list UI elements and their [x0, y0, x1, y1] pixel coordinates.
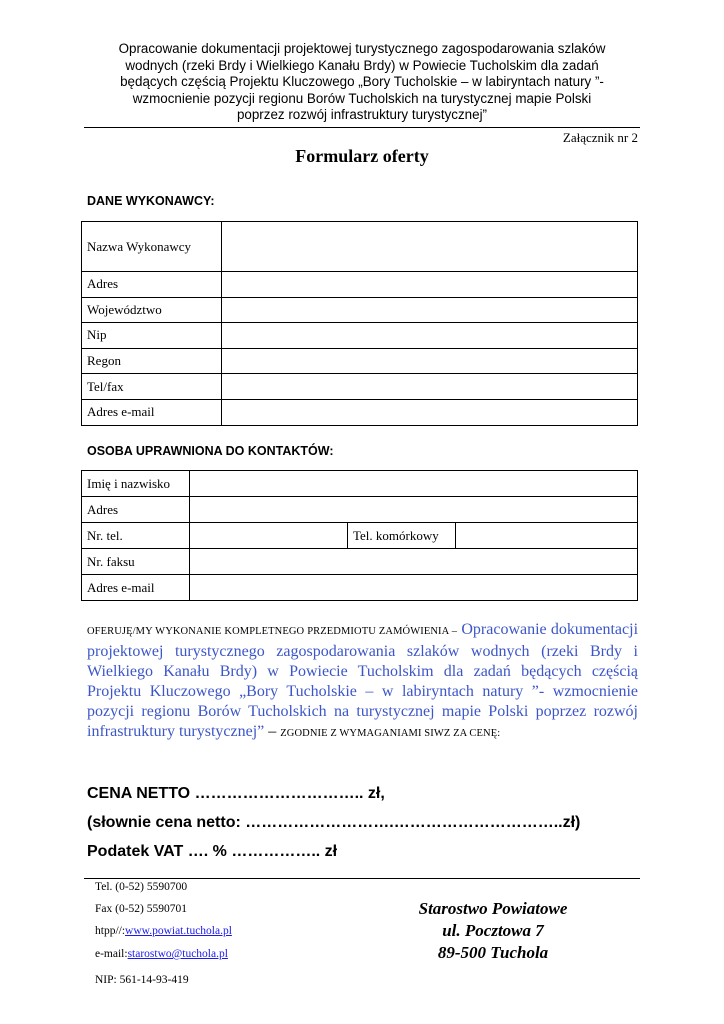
table-row	[82, 222, 638, 272]
table-row	[82, 399, 638, 425]
field-label: Regon	[82, 348, 222, 374]
field-label: Adres	[82, 272, 222, 298]
header-line: wodnych (rzeki Brdy i Wielkiego Kanału Brdy) w Powiecie Tucholskim dla zadań	[125, 57, 599, 73]
contractor-regon-field[interactable]	[222, 348, 638, 374]
footer-web	[95, 925, 232, 937]
footer-web-prefix: htpp//:	[95, 925, 126, 937]
offer-tail: ZGODNIE Z WYMAGANIAMI SIWZ ZA CENĘ:	[280, 728, 501, 739]
annex-label: Załącznik nr 2	[562, 130, 638, 145]
document-header	[84, 41, 640, 124]
field-label: Nr. faksu	[82, 549, 190, 575]
table-row	[82, 575, 638, 601]
footer-email	[95, 948, 228, 960]
contact-fax-field[interactable]	[190, 549, 638, 575]
header-line: poprzez rozwój infrastruktury turystycznej”	[236, 107, 488, 123]
field-label: Nip	[82, 323, 222, 349]
form-title: Formularz oferty	[295, 146, 429, 166]
contractor-email-field[interactable]	[222, 399, 638, 425]
footer-tel: Tel. (0-52) 5590700	[95, 881, 188, 893]
contractor-address-field[interactable]	[222, 272, 638, 298]
contractor-name-field[interactable]	[222, 222, 638, 272]
field-label: Adres	[82, 497, 190, 523]
vat-line: Podatek VAT …. % …………….. zł	[87, 843, 338, 860]
table-row	[82, 272, 638, 298]
offer-tail-dash: –	[268, 723, 277, 740]
table-row	[82, 523, 638, 549]
email-link[interactable]: starostwo@tuchola.pl	[127, 948, 228, 960]
contact-mobile-field[interactable]	[456, 523, 638, 549]
table-row	[82, 297, 638, 323]
contractor-voivodeship-field[interactable]	[222, 297, 638, 323]
net-price-line: CENA NETTO ………………………….. zł,	[87, 785, 385, 802]
contact-address-field[interactable]	[190, 497, 638, 523]
offer-statement	[87, 620, 638, 744]
address-city: 89-500 Tuchola	[437, 943, 549, 962]
table-row	[82, 497, 638, 523]
address-street: ul. Pocztowa 7	[442, 921, 544, 940]
header-divider	[84, 127, 640, 128]
contractor-heading: DANE WYKONAWCY:	[87, 194, 215, 208]
table-row	[82, 323, 638, 349]
field-label: Imię i nazwisko	[82, 471, 190, 497]
field-label: Adres e-mail	[82, 399, 222, 425]
website-link[interactable]: www.powiat.tuchola.pl	[125, 925, 232, 937]
field-label: Adres e-mail	[82, 575, 190, 601]
contractor-table	[81, 221, 638, 426]
table-row	[82, 549, 638, 575]
footer-nip: NIP: 561-14-93-419	[95, 974, 189, 986]
contact-person-table	[81, 470, 638, 601]
field-label: Tel/fax	[82, 374, 222, 400]
footer-email-prefix: e-mail:	[95, 948, 128, 960]
table-row	[82, 348, 638, 374]
field-label: Tel. komórkowy	[348, 523, 456, 549]
table-row	[82, 374, 638, 400]
price-in-words-line: (słownie cena netto: ……………………….…………………………..zł)	[87, 814, 581, 831]
field-label: Nr. tel.	[82, 523, 190, 549]
table-row	[82, 471, 638, 497]
address-office: Starostwo Powiatowe	[418, 899, 568, 918]
contractor-telfax-field[interactable]	[222, 374, 638, 400]
offer-lead: OFERUJĘ/MY WYKONANIE KOMPLETNEGO PRZEDMIOTU ZAMÓWIENIA –	[87, 626, 458, 637]
header-line: Opracowanie dokumentacji projektowej turystycznego zagospodarowania szlaków	[118, 41, 606, 56]
contact-phone-field[interactable]	[190, 523, 348, 549]
contact-name-field[interactable]	[190, 471, 638, 497]
field-label: Nazwa Wykonawcy	[82, 222, 222, 272]
header-line: wzmocnienie pozycji regionu Borów Tucholskich na turystycznej mapie Polski	[132, 90, 592, 106]
field-label: Województwo	[82, 297, 222, 323]
footer-fax: Fax (0-52) 5590701	[95, 903, 187, 915]
contact-email-field[interactable]	[190, 575, 638, 601]
header-line: będących częścią Projektu Kluczowego „Bory Tucholskie – w labiryntach natury ”-	[120, 74, 604, 90]
offer-subject: Opracowanie dokumentacji projektowej turystycznego zagospodarowania szlaków wodnych (rzeki Brdy i Wielkiego Kanału Brdy) w Powiecie Tucholskim dla zadań będących częścią Projektu Kluczowego „Bory Tucholskie – w labiryntach natury ”- wzmocnienie pozycji regionu Borów Tucholskich na turystycznej mapie Polski poprzez rozwój infrastruktury turystycznej”	[87, 621, 639, 740]
contact-person-heading: OSOBA UPRAWNIONA DO KONTAKTÓW:	[87, 444, 334, 458]
contractor-nip-field[interactable]	[222, 323, 638, 349]
footer-divider	[84, 878, 640, 879]
